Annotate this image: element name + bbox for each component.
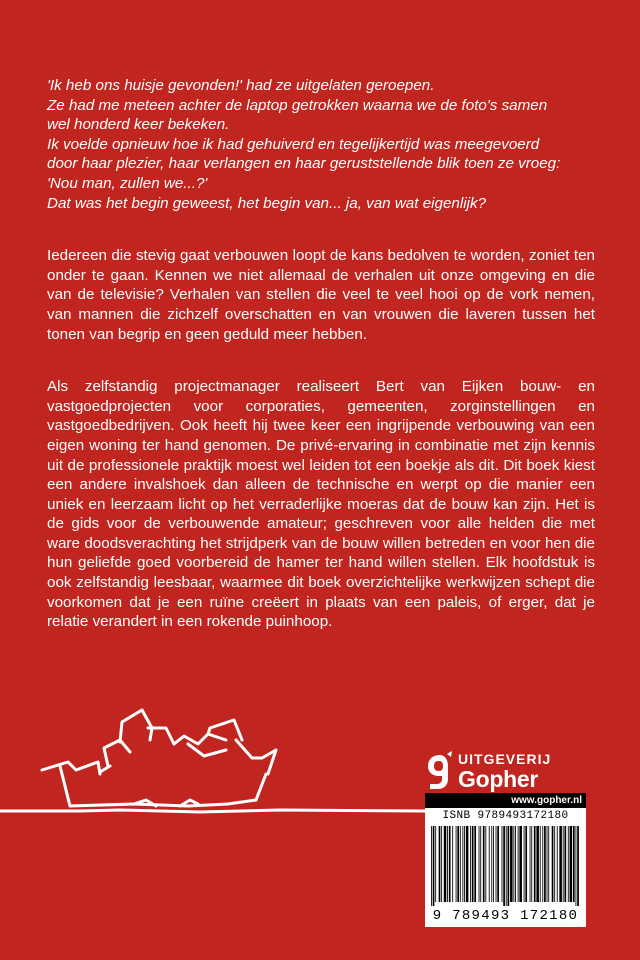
barcode-bar (518, 826, 519, 902)
dumpster-illustration (38, 700, 368, 820)
barcode-bar (542, 826, 543, 902)
barcode-bar (456, 826, 457, 902)
barcode-bar (531, 826, 532, 902)
opening-quote (47, 76, 595, 213)
barcode-bar (485, 826, 486, 902)
barcode-bars (429, 826, 582, 906)
quote-line: Dat was het begin geweest, het begin van... ja, van wat eigenlijk? (47, 194, 487, 212)
publisher-logo (425, 749, 585, 795)
barcode-bar (576, 826, 577, 906)
barcode-bar (544, 826, 546, 902)
barcode-bar (460, 826, 461, 902)
barcode-bar (462, 826, 463, 902)
barcode-bar (519, 826, 522, 902)
barcode-bar (474, 826, 476, 902)
barcode-bar (435, 826, 436, 902)
barcode-bar (570, 826, 573, 902)
barcode-bar (452, 826, 453, 902)
barcode-bar (479, 826, 480, 902)
quote-line: Ik voelde opnieuw hoe ik had gehuiverd en tegelijkertijd was meegevoerd (47, 135, 540, 153)
barcode-bar (483, 826, 485, 902)
barcode-bar (433, 826, 435, 906)
barcode-bar (491, 826, 492, 902)
barcode-bar (503, 826, 505, 906)
barcode-bar (441, 826, 442, 902)
barcode-bar (464, 826, 465, 902)
barcode-bar (447, 826, 448, 902)
barcode-bar (540, 826, 541, 902)
barcode-bar (497, 826, 499, 902)
quote-line: wel honderd keer bekeken. (47, 116, 230, 134)
publisher-label: UITGEVERIJ (458, 751, 552, 767)
publisher-name: Gopher (458, 766, 538, 792)
quote-line: 'Nou man, zullen we...?' (47, 174, 208, 192)
isbn-label: ISNB 9789493172180 (442, 810, 569, 822)
quote-line: door haar plezier, haar verlangen en haar geruststellende blik toen ze vroeg: (47, 155, 561, 173)
publisher-url: www.gopher.nl (425, 793, 586, 808)
barcode-bar (552, 826, 554, 902)
isbn-barcode (425, 795, 586, 927)
barcode-bar (563, 826, 564, 902)
barcode-bar (548, 826, 549, 902)
barcode-bar (439, 826, 441, 902)
barcode-bar (525, 826, 527, 902)
barcode-bar (470, 826, 471, 902)
ground-line (0, 808, 425, 814)
barcode-bar (573, 826, 575, 902)
barcode-bar (568, 826, 569, 902)
barcode-bar (489, 826, 490, 902)
barcode-bar (508, 826, 510, 906)
barcode-bar (480, 826, 481, 902)
barcode-bar (524, 826, 525, 902)
barcode-bar (466, 826, 469, 902)
barcode-bar (496, 826, 497, 902)
barcode-bar (554, 826, 555, 902)
barcode-bar (457, 826, 459, 902)
barcode-bar (513, 826, 514, 902)
barcode-bar (493, 826, 494, 902)
back-cover-text (47, 76, 595, 632)
author-paragraph: Als zelfstandig projectmanager realiseert Bert van Eijken bouw- en vastgoedprojecten voor corporaties, gemeenten, zorginstellingen en vastgoedbedrijven. Ook heeft hij twee keer een ingrijpende verbouwing van een eigen woning ter hand genomen. De privé-ervaring in combinatie met zijn kennis uit de professionele praktijk moest wel leiden tot een boekje als dit. Dit boek kiest een andere invalshoek dan alleen de technische en werpt op die manier een uniek en leerzaam licht op het verraderlijke moeras dat de bouw kan zijn. Het is de gids voor de verbouwende amateur; geschreven voor alle helden die met ware doodsverachting het strijdperk van de bouw willen betreden en voor hen die hun geliefde goed voorbereid de hamer ter hand willen stellen. Elk hoofdstuk is ook zelfstandig leesbaar, waarmee dit boek overzichtelijke werkwijzen schept die voorkomen dat je een ruïne creëert in plaats van een paleis, of erger, dat je relatie verandert in een rokende puinhoop. (47, 378, 595, 631)
barcode-bar (557, 826, 558, 902)
barcode-bar (502, 826, 503, 902)
gopher-g-logo-icon (425, 751, 455, 791)
barcode-bar (431, 826, 432, 906)
quote-line: 'Ik heb ons huisje gevonden!' had ze uitgelaten geroepen. (47, 77, 435, 94)
barcode-bar (506, 826, 507, 906)
barcode-bar (530, 826, 531, 902)
barcode-bar (547, 826, 548, 902)
barcode-bar (444, 826, 447, 902)
barcode-bar (577, 826, 579, 906)
summary-paragraph: Iedereen die stevig gaat verbouwen loopt de kans bedolven te worden, zoniet ten onder te gaan. Kennen we niet allemaal de verhalen uit onze omgeving en die van de televisie? Verhalen van stellen die veel te veel hooi op de vork nemen, van mannen die zichzelf overschatten en van vrouwen die laveren tussen het tonen van begrip en geen geduld meer hebben. (47, 247, 595, 343)
barcode-digits: 9 789493 172180 (432, 908, 579, 924)
barcode-bar (449, 826, 451, 902)
barcode-bar (472, 826, 474, 902)
barcode-bar (536, 826, 539, 902)
barcode-bar (559, 826, 562, 902)
barcode-bar (534, 826, 536, 902)
barcode-bar (564, 826, 566, 902)
barcode-bar (515, 826, 516, 902)
barcode-bar (510, 826, 513, 902)
quote-line: Ze had me meteen achter de laptop getrokken waarna we de foto's samen (47, 96, 548, 114)
